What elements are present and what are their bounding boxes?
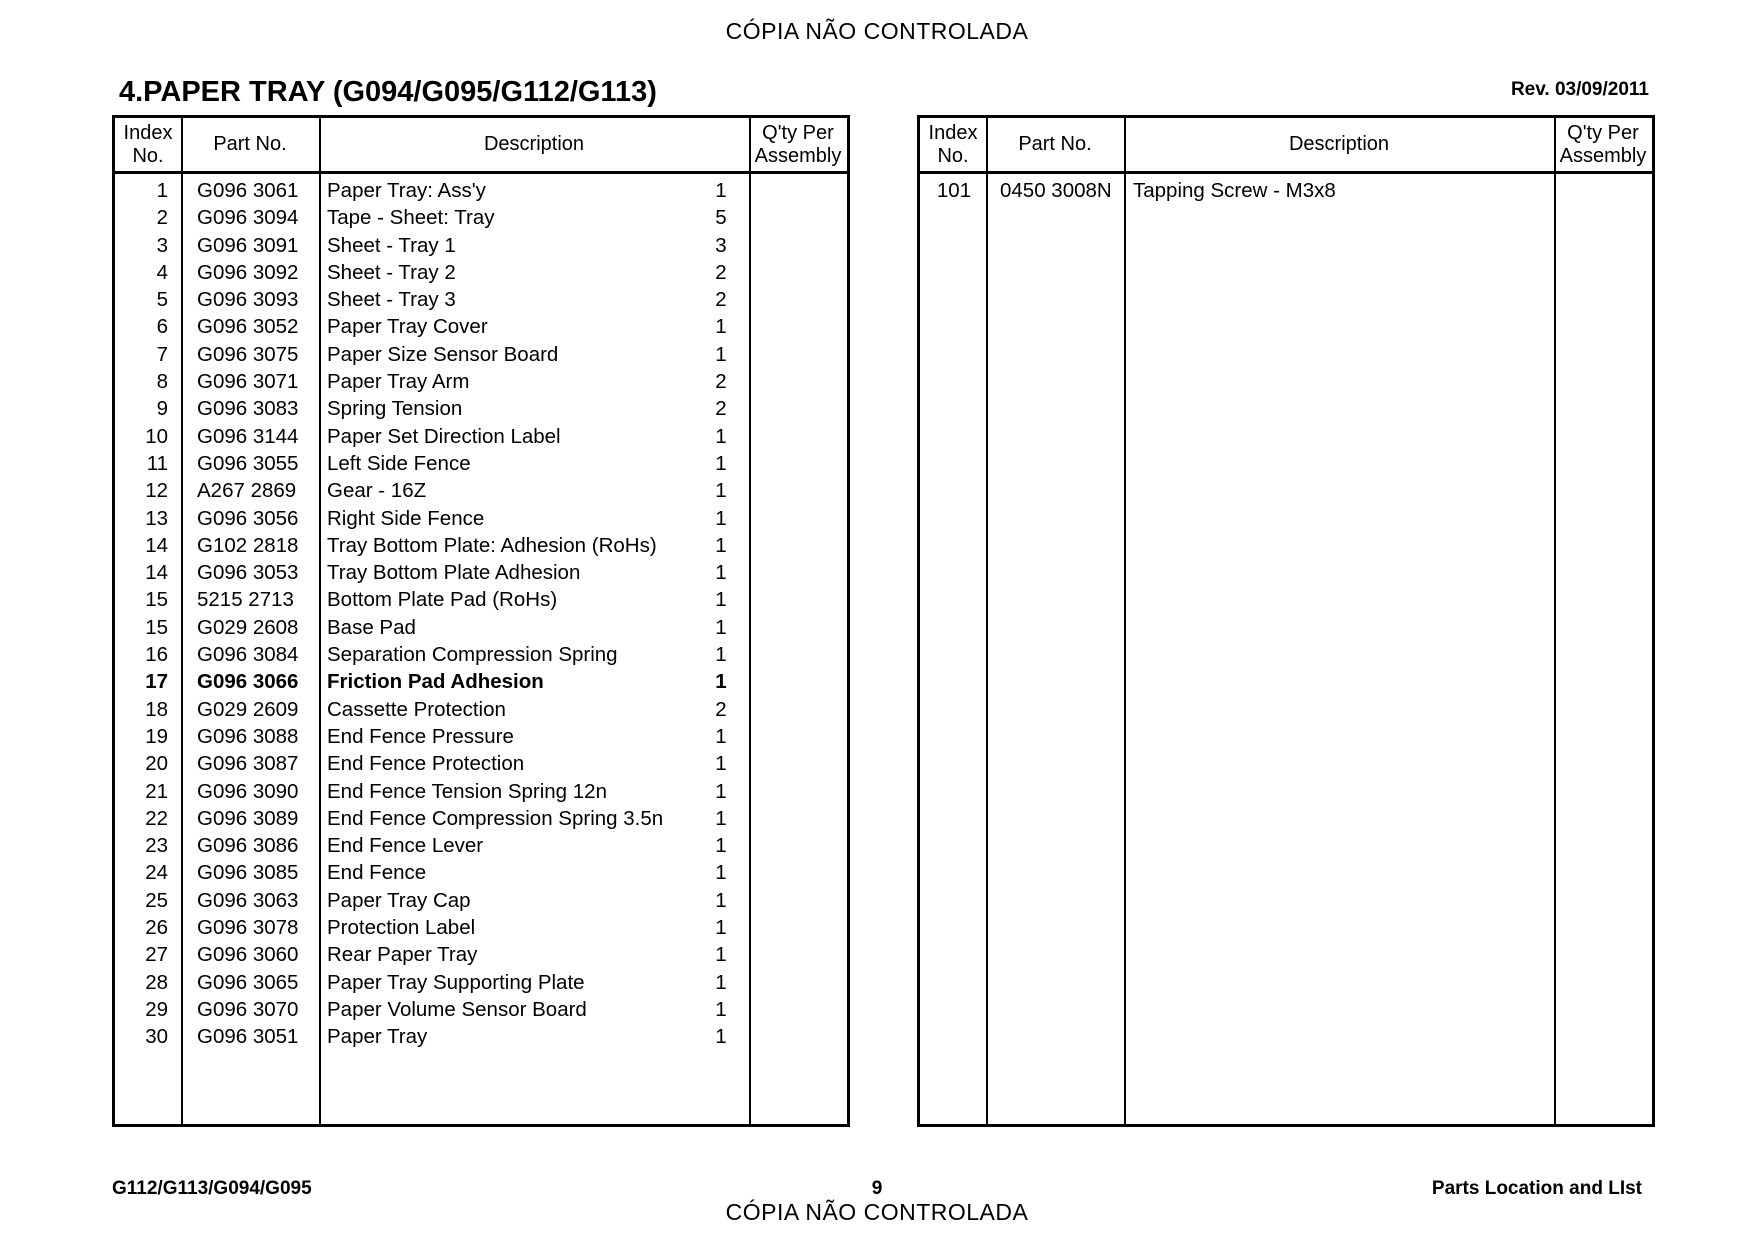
cell-part-no: 0450 3008N [1000,179,1112,202]
table-row [115,341,847,368]
table-row [115,177,847,204]
table-row [115,450,847,477]
cell-part-no: G096 3084 [197,643,299,667]
cell-description: End Fence [327,861,427,885]
cell-part-no: G096 3053 [197,561,299,585]
cell-index: 4 [156,260,168,284]
parts-table-left [112,115,850,1127]
cell-qty: 1 [715,724,727,748]
cell-description: Sheet - Tray 3 [327,288,456,312]
cell-part-no: G096 3093 [197,288,299,312]
table-row [115,505,847,532]
cell-index: 30 [145,1025,168,1049]
cell-part-no: G096 3061 [197,179,299,202]
cell-index: 21 [145,779,168,803]
cell-description: Paper Volume Sensor Board [327,997,587,1021]
cell-index: 29 [145,997,168,1021]
cell-index: 6 [156,315,168,339]
cell-qty: 2 [715,697,727,721]
table-row [115,477,847,504]
cell-part-no: 5215 2713 [197,588,294,612]
cell-qty: 2 [715,288,727,312]
cell-part-no: G096 3086 [197,834,299,858]
cell-description: Paper Tray Arm [327,370,470,394]
cell-description: Tapping Screw - M3x8 [1133,179,1336,202]
cell-part-no: G096 3144 [197,424,299,448]
cell-index: 3 [156,233,168,257]
cell-description: Paper Tray: Ass'y [327,179,486,202]
cell-index: 27 [145,943,168,967]
cell-part-no: G096 3066 [197,670,299,694]
footer-page-number: 9 [871,1178,883,1199]
cell-description: Protection Label [327,916,476,940]
table-row [115,1023,847,1050]
table-row [115,887,847,914]
cell-part-no: G096 3091 [197,233,299,257]
cell-qty: 1 [715,997,727,1021]
table-row [920,177,1652,204]
footer-section-title: Parts Location and LIst [1431,1178,1642,1199]
table-row [115,368,847,395]
table-row [115,286,847,313]
watermark-bottom: CÓPIA NÃO CONTROLADA [725,1199,1029,1225]
cell-qty: 1 [715,506,727,530]
header-description: Description [483,133,585,155]
cell-qty: 1 [715,670,727,694]
table-row [115,914,847,941]
cell-index: 26 [145,916,168,940]
cell-description: Sheet - Tray 1 [327,233,456,257]
column-divider [1554,118,1556,1124]
header-divider [920,171,1652,174]
table-row [115,750,847,777]
cell-index: 11 [146,451,168,475]
cell-qty: 1 [715,315,727,339]
cell-part-no: G096 3052 [197,315,299,339]
page-title: 4.PAPER TRAY (G094/G095/G112/G113) [119,76,657,108]
table-row [115,232,847,259]
cell-index: 28 [145,970,168,994]
column-divider [1124,118,1126,1124]
cell-qty: 2 [715,370,727,394]
cell-description: Gear - 16Z [327,479,427,503]
cell-description: Paper Tray Cover [327,315,488,339]
header-description: Description [1288,133,1390,155]
header-qty: Q'ty Per Assembly [1559,121,1647,167]
cell-index: 7 [156,342,168,366]
cell-qty: 1 [715,342,727,366]
cell-part-no: G096 3070 [197,997,299,1021]
cell-description: Base Pad [327,615,416,639]
cell-part-no: G102 2818 [197,533,299,557]
cell-index: 16 [145,643,168,667]
cell-qty: 1 [715,424,727,448]
cell-description: Bottom Plate Pad (RoHs) [327,588,558,612]
cell-part-no: G096 3085 [197,861,299,885]
cell-index: 20 [145,752,168,776]
cell-qty: 1 [715,561,727,585]
cell-part-no: G096 3090 [197,779,299,803]
header-index: Index No. [123,121,173,167]
cell-description: Paper Tray Supporting Plate [327,970,585,994]
cell-part-no: A267 2869 [197,479,297,503]
cell-qty: 2 [715,397,727,421]
cell-qty: 1 [715,916,727,940]
header-divider [115,171,847,174]
cell-description: Friction Pad Adhesion [327,670,544,694]
table-row [115,259,847,286]
cell-description: Tray Bottom Plate Adhesion [327,561,581,585]
cell-index: 101 [936,179,972,202]
table-row [115,668,847,695]
cell-part-no: G096 3055 [197,451,299,475]
cell-description: Paper Tray Cap [327,888,471,912]
cell-part-no: G096 3083 [197,397,299,421]
header-part-no: Part No. [213,133,287,155]
cell-part-no: G096 3065 [197,970,299,994]
cell-description: End Fence Tension Spring 12n [327,779,607,803]
cell-index: 8 [156,370,168,394]
cell-part-no: G029 2608 [197,615,299,639]
cell-part-no: G096 3071 [197,370,299,394]
table-row [115,969,847,996]
cell-index: 14 [145,561,168,585]
cell-description: End Fence Compression Spring 3.5n [327,806,664,830]
cell-qty: 1 [715,533,727,557]
cell-qty: 1 [715,479,727,503]
cell-qty: 1 [715,752,727,776]
table-row [115,778,847,805]
cell-qty: 2 [715,260,727,284]
cell-qty: 3 [715,233,727,257]
cell-index: 15 [145,615,168,639]
table-row [115,696,847,723]
cell-description: End Fence Pressure [327,724,514,748]
cell-index: 22 [145,806,168,830]
cell-description: Separation Compression Spring [327,643,618,667]
cell-part-no: G096 3063 [197,888,299,912]
parts-table-right [917,115,1655,1127]
watermark-top: CÓPIA NÃO CONTROLADA [725,18,1029,44]
table-body-left [115,177,847,1051]
cell-part-no: G029 2609 [197,697,299,721]
cell-qty: 1 [715,806,727,830]
cell-qty: 1 [715,943,727,967]
cell-qty: 1 [715,970,727,994]
cell-qty: 1 [715,643,727,667]
table-body-right [920,177,1652,204]
cell-index: 19 [145,724,168,748]
table-row [115,614,847,641]
cell-index: 23 [145,834,168,858]
cell-qty: 1 [715,588,727,612]
cell-part-no: G096 3089 [197,806,299,830]
cell-description: Paper Set Direction Label [327,424,561,448]
table-row [115,832,847,859]
table-row [115,423,847,450]
cell-qty: 1 [715,834,727,858]
table-row [115,641,847,668]
cell-qty: 1 [715,779,727,803]
cell-qty: 1 [715,888,727,912]
revision-date: Rev. 03/09/2011 [1510,79,1649,100]
cell-description: End Fence Protection [327,752,525,776]
header-qty: Q'ty Per Assembly [754,121,842,167]
cell-index: 12 [145,479,168,503]
cell-description: Right Side Fence [327,506,485,530]
cell-description: Sheet - Tray 2 [327,260,456,284]
cell-index: 17 [145,670,168,694]
cell-part-no: G096 3078 [197,916,299,940]
table-row [115,204,847,231]
cell-index: 14 [145,533,168,557]
table-row [115,723,847,750]
cell-qty: 1 [715,179,727,202]
cell-description: Tray Bottom Plate: Adhesion (RoHs) [327,533,657,557]
cell-index: 13 [145,506,168,530]
cell-qty: 1 [715,451,727,475]
column-divider [986,118,988,1124]
table-row [115,313,847,340]
cell-description: Cassette Protection [327,697,506,721]
cell-qty: 1 [715,1025,727,1049]
cell-index: 24 [145,861,168,885]
cell-part-no: G096 3056 [197,506,299,530]
cell-index: 5 [156,288,168,312]
cell-index: 9 [156,397,168,421]
table-row [115,559,847,586]
header-index: Index No. [928,121,978,167]
cell-index: 18 [145,697,168,721]
table-row [115,941,847,968]
cell-description: Left Side Fence [327,451,471,475]
cell-part-no: G096 3087 [197,752,299,776]
cell-description: Tape - Sheet: Tray [327,206,495,230]
table-row [115,859,847,886]
cell-description: Rear Paper Tray [327,943,478,967]
table-row [115,395,847,422]
table-row [115,996,847,1023]
cell-part-no: G096 3094 [197,206,299,230]
cell-part-no: G096 3051 [197,1025,299,1049]
footer-model-codes: G112/G113/G094/G095 [112,1178,312,1199]
cell-qty: 5 [715,206,727,230]
cell-description: Spring Tension [327,397,463,421]
cell-part-no: G096 3075 [197,342,299,366]
cell-index: 25 [145,888,168,912]
cell-description: Paper Tray [327,1025,428,1049]
cell-description: Paper Size Sensor Board [327,342,559,366]
cell-index: 2 [156,206,168,230]
cell-index: 10 [145,424,168,448]
cell-qty: 1 [715,615,727,639]
cell-qty: 1 [715,861,727,885]
cell-part-no: G096 3088 [197,724,299,748]
cell-description: End Fence Lever [327,834,484,858]
table-row [115,586,847,613]
table-row [115,532,847,559]
cell-part-no: G096 3060 [197,943,299,967]
cell-part-no: G096 3092 [197,260,299,284]
cell-index: 1 [156,179,168,202]
cell-index: 15 [145,588,168,612]
table-row [115,805,847,832]
header-part-no: Part No. [1018,133,1092,155]
